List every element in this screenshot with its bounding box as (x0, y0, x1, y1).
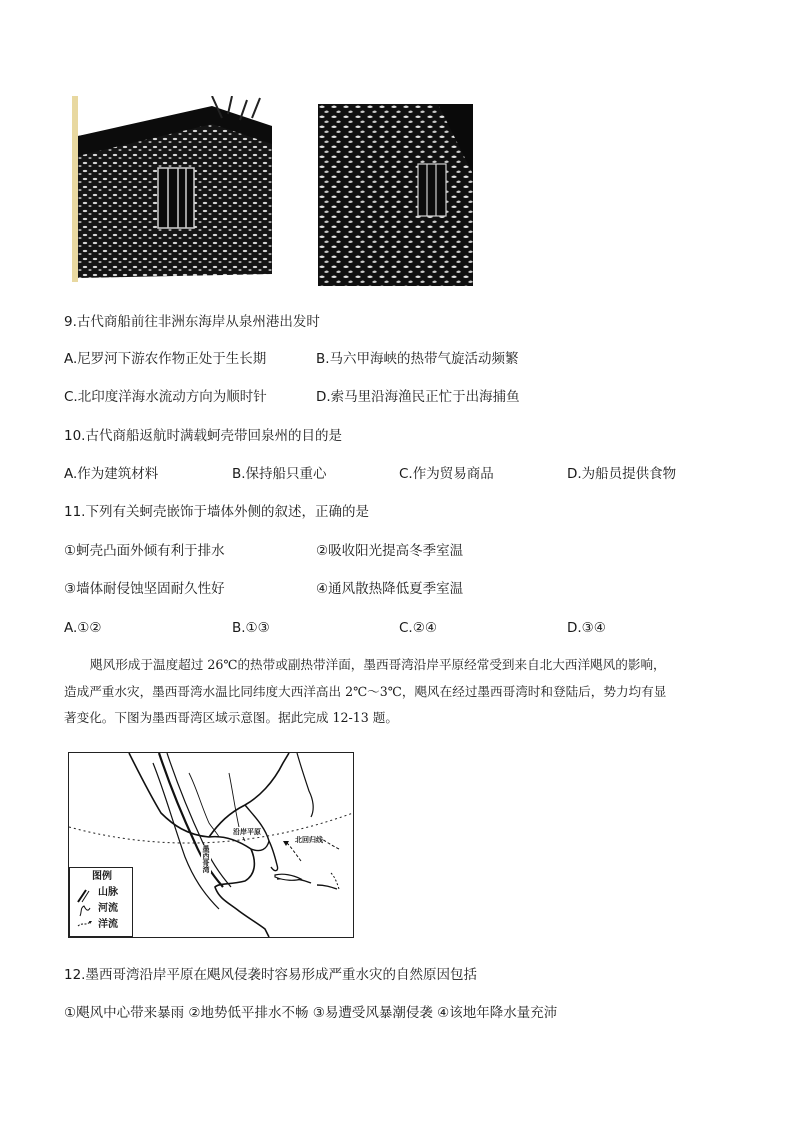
map-label-gulf: 墨西哥湾 (202, 845, 210, 873)
question-10-option-a[interactable]: A.作为建筑材料 (64, 466, 159, 482)
question-11-option-a[interactable]: A.①② (64, 620, 102, 636)
question-12-stem: 12.墨西哥湾沿岸平原在飓风侵袭时容易形成严重水灾的自然原因包括 (64, 967, 477, 983)
question-9-option-d[interactable]: D.索马里沿海渔民正忙于出海捕鱼 (316, 389, 520, 405)
question-11-option-c[interactable]: C.②④ (399, 620, 437, 636)
question-10-option-b[interactable]: B.保持船只重心 (232, 466, 327, 482)
oyster-shell-wall-photo-right (318, 104, 473, 286)
legend-title: 图例 (92, 871, 112, 882)
passage-line-2: 造成严重水灾，墨西哥湾水温比同纬度大西洋高出 2℃～3℃，飓风在经过墨西哥湾时和登陆后，势力均有显 (64, 684, 667, 699)
question-9-option-a[interactable]: A.尼罗河下游农作物正处于生长期 (64, 351, 267, 367)
legend-current: 洋流 (98, 919, 118, 930)
question-11-option-d[interactable]: D.③④ (567, 620, 606, 636)
question-11-statement-1: ①蚵壳凸面外倾有利于排水 (64, 543, 225, 559)
passage-line-3: 著变化。下图为墨西哥湾区域示意图。据此完成 12-13 题。 (64, 710, 398, 725)
legend-symbols (76, 888, 94, 932)
question-9-option-c[interactable]: C.北印度洋海水流动方向为顺时针 (64, 389, 267, 405)
question-9-stem: 9.古代商船前往非洲东海岸从泉州港出发时 (64, 314, 320, 330)
passage-line-1: 飓风形成于温度超过 26℃的热带或副热带洋面，墨西哥湾沿岸平原经常受到来自北大西洋飓风的影响， (90, 657, 666, 672)
question-10-option-c[interactable]: C.作为贸易商品 (399, 466, 494, 482)
question-12-statements: ①飓风中心带来暴雨 ②地势低平排水不畅 ③易遭受风暴潮侵袭 ④该地年降水量充沛 (64, 1005, 558, 1021)
map-label-coastal-plain: 沿岸平原 (233, 828, 261, 836)
legend-mountain: 山脉 (98, 887, 118, 898)
question-10-stem: 10.古代商船返航时满载蚵壳带回泉州的目的是 (64, 428, 342, 444)
question-11-statement-4: ④通风散热降低夏季室温 (316, 581, 464, 597)
question-11-statement-3: ③墙体耐侵蚀坚固耐久性好 (64, 581, 225, 597)
question-9-option-b[interactable]: B.马六甲海峡的热带气旋活动频繁 (316, 351, 519, 367)
question-10-option-d[interactable]: D.为船员提供食物 (567, 466, 677, 482)
map-label-tropic-of-cancer: 北回归线 (295, 836, 323, 844)
question-11-statement-2: ②吸收阳光提高冬季室温 (316, 543, 464, 559)
legend-river: 河流 (98, 903, 118, 914)
oyster-shell-wall-photo-left (72, 96, 272, 282)
question-11-option-b[interactable]: B.①③ (232, 620, 270, 636)
gulf-of-mexico-map (68, 752, 354, 938)
question-11-stem: 11.下列有关蚵壳嵌饰于墙体外侧的叙述，正确的是 (64, 504, 369, 520)
map-legend (69, 867, 133, 937)
